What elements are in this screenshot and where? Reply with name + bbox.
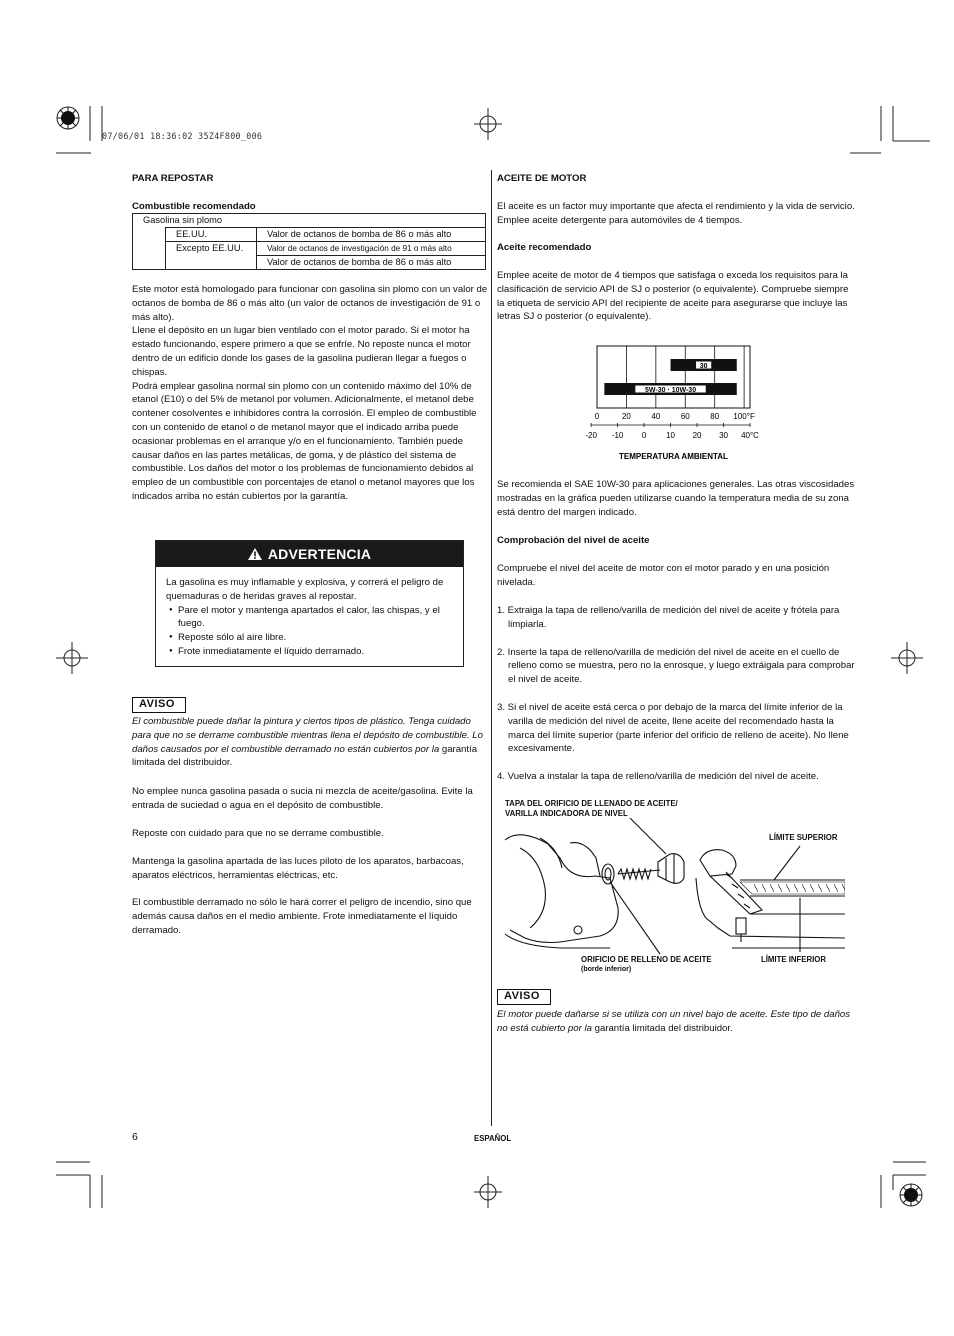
chart-tick-label: 30	[719, 431, 728, 440]
fuel-paragraphs	[132, 283, 488, 504]
chart-tick-label: 10	[666, 431, 676, 440]
paragraph: Compruebe el nivel del aceite de motor con el motor parado y en una posición nivelada.	[497, 563, 830, 588]
registration-target-icon	[900, 1184, 922, 1206]
chart-tick-label: 80	[710, 412, 720, 421]
aviso-italic-text: El combustible puede dañar la pintura y ciertos tipos de plástico. Tenga cuidado para que no se derrame combustible mientras llena el depósito de combustible. Lo daños causados por el combustible derramado no están cubiertos por la	[132, 716, 483, 755]
fuel-table-header: Gasolina sin plomo	[133, 214, 486, 228]
aviso-normal-text: garantía limitada del distribuidor.	[132, 743, 478, 769]
chart-bar-label: 30	[699, 363, 708, 370]
viscosity-chart	[580, 342, 765, 470]
list-item: 4. Vuelva a instalar la tapa de relleno/varilla de medición del nivel de aceite.	[497, 771, 819, 783]
warning-header	[156, 541, 463, 567]
warning-list	[166, 604, 455, 659]
dipstick-diagram	[500, 818, 845, 958]
check-subtitle: Comprobación del nivel de aceite	[497, 535, 650, 546]
fuel-table-cell: EE.UU.	[166, 228, 257, 242]
paragraph: Reposte con cuidado para que no se derrame combustible.	[132, 828, 384, 839]
paragraph: Se recomienda el SAE 10W-30 para aplicaciones generales. Las otras viscosidades mostradas en la gráfica pueden utilizarse cuando la temperatura media de su zona está dentro del margen indicado.	[497, 479, 855, 518]
list-item: ● Reposte sólo al aire libre.	[166, 631, 455, 645]
fuel-subtitle: Combustible recomendado	[132, 201, 256, 212]
registration-target-icon	[57, 107, 79, 129]
chart-tick-label: 20	[621, 412, 631, 421]
paragraph: El aceite es un factor muy importante que afecta el rendimiento y la vida de servicio. Emplee aceite detergente para automóviles de 4 tiempos.	[497, 201, 855, 226]
aviso-notice	[132, 715, 488, 770]
column-divider	[491, 170, 492, 1126]
fuel-table	[132, 213, 486, 270]
list-item: 1. Extraiga la tapa de relleno/varilla de medición del nivel de aceite y frótela para limpiarla.	[497, 605, 840, 630]
chart-frame	[597, 346, 750, 408]
step-list	[497, 604, 857, 784]
warning-title: ADVERTENCIA	[267, 546, 372, 562]
warning-box	[155, 540, 464, 667]
aviso-normal-text: garantía limitada del distribuidor.	[591, 1022, 733, 1034]
aviso-notice	[497, 1008, 857, 1036]
paragraph: Podrá emplear gasolina normal sin plomo con un contenido máximo del 10% de etanol (E10) o del 5% de metanol por volumen. Adicionalmente, el metanol debe contener cosolventes e inhibidores contra la corrosión. El empleo de combustible con un contenido de etanol o de metanol mayor que el indicado arriba puede ocasionar problemas en el arranque y/o en el funcionamiento. También puede causar daños en las partes metálicas, de goma, y de plástico del sistema de combustible. Los daños del motor o los problemas de funcionamiento debidos al empleo de un combustible con porcentajes de etanol o metanol mayores que los indicados arriba no están cubiertos por la garantía.	[132, 380, 477, 502]
diagram-label-line: ORIFICIO DE RELLENO DE ACEITE	[581, 955, 712, 964]
aviso-badge: AVISO	[497, 989, 551, 1005]
diagram-label-lower: LÍMITE INFERIOR	[761, 955, 826, 964]
paragraph: Mantenga la gasolina apartada de las luces piloto de los aparatos, barbacoas, aparatos eléctricos, herramientas eléctricas, etc.	[132, 856, 464, 881]
list-item: ● Frote inmediatamente el líquido derramado.	[166, 645, 455, 659]
list-item: 3. Si el nivel de aceite está cerca o por debajo de la marca del límite inferior de la varilla de medición del nivel de aceite, llene aceite del recomendado hasta la marca del límite superior (parte inferior del orificio de relleno de aceite). No llene excesivamente.	[497, 701, 849, 755]
chart-tick-label: 100°F	[733, 412, 755, 421]
paragraph: El combustible derramado no sólo le hará correr el peligro de incendio, sino que además causa daños en el medio ambiente. Frote inmediatamente el líquido derramado.	[132, 897, 472, 936]
warning-triangle-icon	[248, 542, 262, 568]
page-number: 6	[132, 1131, 138, 1143]
diagram-label-upper: LÍMITE SUPERIOR	[769, 833, 838, 842]
list-item: 2. Inserte la tapa de relleno/varilla de medición del nivel de aceite en el cuello de relleno como se muestra, pero no la enrosque, y luego extráigala para comprobar el nivel de aceite.	[497, 646, 855, 686]
chart-tick-label: 0	[594, 412, 600, 421]
chart-title: TEMPERATURA AMBIENTAL	[619, 452, 728, 461]
fuel-table-cell: Valor de octanos de bomba de 86 o más alto	[257, 256, 486, 270]
list-item: ● Pare el motor y mantenga apartados el calor, las chispas, y el fuego.	[166, 604, 455, 632]
fuel-table-cell: Excepto EE.UU.	[166, 242, 257, 256]
chart-tick-label: -10	[611, 431, 624, 440]
chart-tick-label: 40	[651, 412, 661, 421]
aviso-badge: AVISO	[132, 697, 186, 713]
diagram-label-line: VARILLA INDICADORA DE NIVEL	[505, 808, 628, 818]
diagram-label-cap	[505, 799, 678, 818]
aviso-italic-text: El motor puede dañarse si se utiliza con un nivel bajo de aceite. Este tipo de daños no está cubierto por la	[497, 1009, 851, 1034]
paragraph: Este motor está homologado para funcionar con gasolina sin plomo con un valor de octanos de bomba de 86 o más alto (un valor de octanos de investigación de 91 o más alto).	[132, 284, 488, 323]
fuel-table-cell	[166, 256, 257, 270]
oil-subtitle: Aceite recomendado	[497, 242, 592, 253]
paragraph: Emplee aceite de motor de 4 tiempos que satisfaga o exceda los requisitos para la clasificación de servicio API de SJ o posterior (o equivalente). Compruebe siempre la etiqueta de servicio API del recipiente de aceite para asegurarse que incluye las letras SJ o posterior (o equivalente).	[497, 270, 849, 323]
diagram-label-line: TAPA DEL ORIFICIO DE LLENADO DE ACEITE/	[505, 799, 678, 808]
section-title-oil: ACEITE DE MOTOR	[497, 173, 587, 184]
print-stamp: 07/06/01 18:36:02 35Z4F800_006	[102, 131, 263, 141]
chart-tick-label: 0	[641, 431, 647, 440]
chart-tick-label: 60	[680, 412, 690, 421]
footer-language: ESPAÑOL	[474, 1134, 512, 1143]
fuel-table-cell: Valor de octanos de bomba de 86 o más alto	[257, 228, 486, 242]
fuel-table-cell: Valor de octanos de investigación de 91 o más alto	[257, 242, 486, 256]
chart-tick-label: 40°C	[741, 431, 759, 440]
chart-tick-label: 20	[692, 431, 702, 440]
paragraph: Llene el depósito en un lugar bien ventilado con el motor parado. Si el motor ha estado funcionando, espere primero a que se enfríe. No reposte nunca el motor dentro de un edificio donde los gases de la gasolina pudieran llegar a fuegos o chispas.	[132, 325, 471, 378]
chart-tick-label: -20	[585, 431, 597, 440]
section-title-refuel: PARA REPOSTAR	[132, 173, 214, 184]
warning-intro: La gasolina es muy inflamable y explosiva, y correrá el peligro de quemaduras o de heridas graves al repostar.	[166, 577, 444, 602]
chart-bar-label: 5W-30 · 10W-30	[645, 387, 697, 394]
diagram-label-line: (borde inferior)	[581, 965, 632, 973]
fuel-table-indent	[133, 228, 166, 270]
paragraph: No emplee nunca gasolina pasada o sucia ni mezcla de aceite/gasolina. Evite la entrada de suciedad o agua en el depósito de combustible.	[132, 786, 473, 811]
